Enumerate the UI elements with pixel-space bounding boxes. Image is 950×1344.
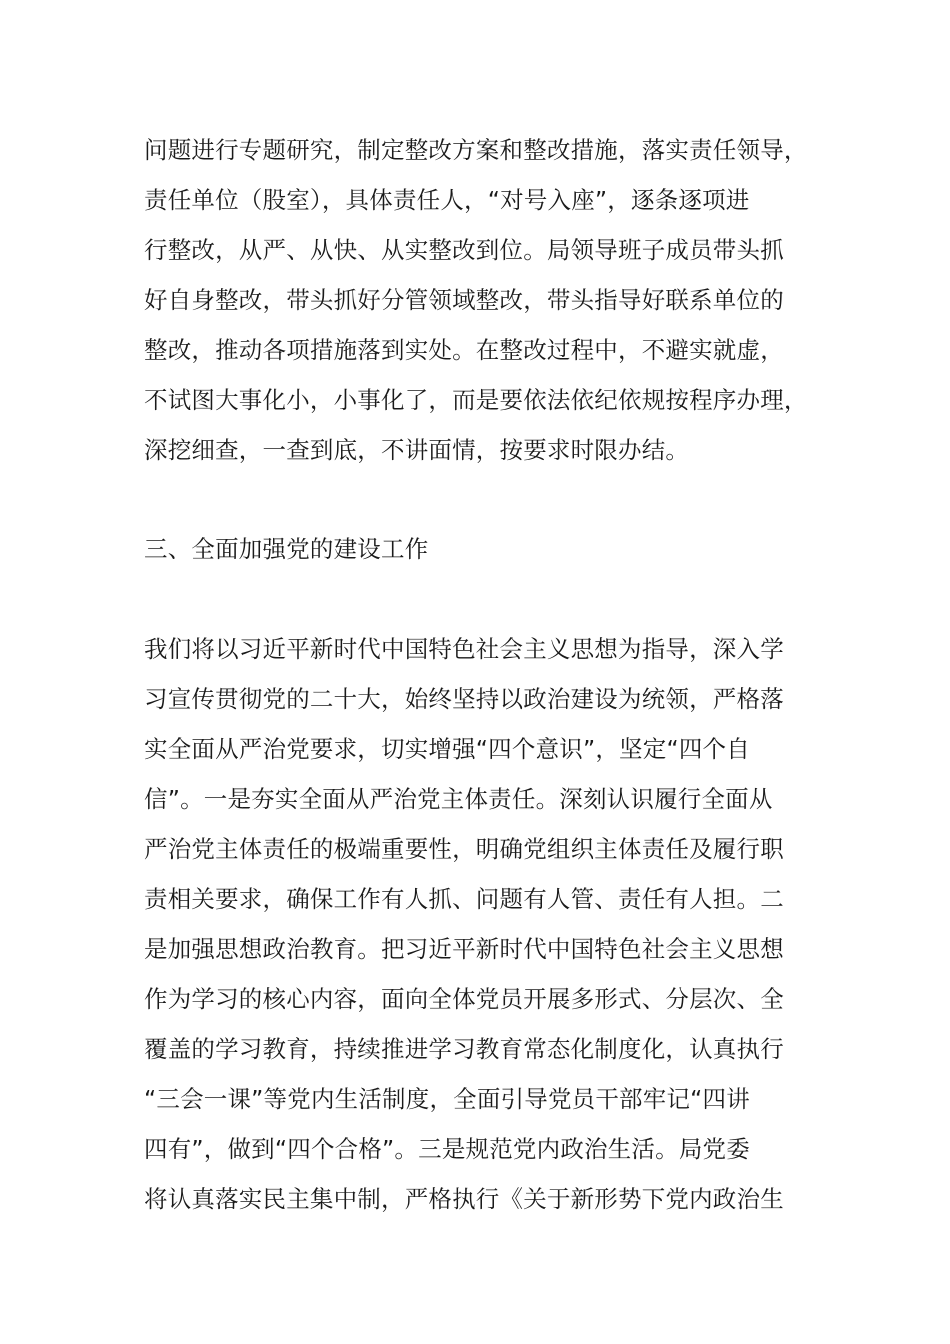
paragraph-line: 习宣传贯彻党的二十大，始终坚持以政治建设为统领，严格落	[144, 685, 784, 713]
paragraph-line: 四有”，做到“四个合格”。三是规范党内政治生活。局党委	[144, 1135, 750, 1163]
paragraph-line: 覆盖的学习教育，持续推进学习教育常态化制度化，认真执行	[144, 1035, 784, 1063]
paragraph-line: 深挖细查，一查到底，不讲面情，按要求时限办结。	[144, 436, 690, 464]
paragraph-line: 信”。一是夯实全面从严治党主体责任。深刻认识履行全面从	[144, 785, 773, 813]
paragraph-line: 整改，推动各项措施落到实处。在整改过程中，不避实就虚，	[144, 336, 784, 364]
paragraph-line: “三会一课”等党内生活制度，全面引导党员干部牢记“四讲	[144, 1085, 750, 1113]
paragraph-line: 责相关要求，确保工作有人抓、问题有人管、责任有人担。二	[144, 885, 784, 913]
paragraph-line: 责任单位（股室），具体责任人，“对号入座”，逐条逐项进	[144, 186, 750, 214]
paragraph-line: 实全面从严治党要求，切实增强“四个意识”，坚定“四个自	[144, 735, 750, 763]
paragraph-line: 作为学习的核心内容，面向全体党员开展多形式、分层次、全	[144, 985, 784, 1013]
paragraph-line: 将认真落实民主集中制，严格执行《关于新形势下党内政治生	[144, 1185, 784, 1213]
paragraph-line: 问题进行专题研究，制定整改方案和整改措施，落实责任领导，	[144, 136, 808, 164]
paragraph-line: 行整改，从严、从快、从实整改到位。局领导班子成员带头抓	[144, 236, 784, 264]
paragraph-line: 好自身整改，带头抓好分管领域整改，带头指导好联系单位的	[144, 286, 784, 314]
paragraph-line: 是加强思想政治教育。把习近平新时代中国特色社会主义思想	[144, 935, 784, 963]
paragraph-line: 我们将以习近平新时代中国特色社会主义思想为指导，深入学	[144, 635, 784, 663]
section-heading: 三、全面加强党的建设工作	[144, 535, 429, 563]
paragraph-line: 不试图大事化小，小事化了，而是要依法依纪依规按程序办理，	[144, 386, 808, 414]
paragraph-line: 严治党主体责任的极端重要性，明确党组织主体责任及履行职	[144, 835, 784, 863]
